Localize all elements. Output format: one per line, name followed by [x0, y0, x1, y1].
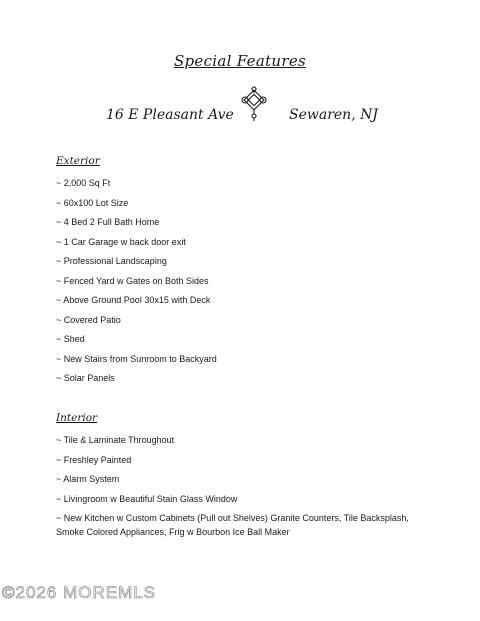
list-item: ~ Alarm System — [56, 474, 120, 484]
page-title: Special Features — [173, 52, 307, 70]
list-item: ~ 1 Car Garage w back door exit — [56, 236, 186, 247]
list-item: ~ New Kitchen w Custom Cabinets (Pull out Shelves) Granite Counters, Tile Backsplash, Smoke Colored Appliances, Frig w Bourbon Ice Ball Maker — [56, 513, 409, 537]
list-item: ~ 2,000 Sq Ft — [56, 178, 111, 188]
watermark: ©2026 MOREMLS — [2, 583, 157, 602]
exterior-list — [56, 174, 217, 389]
interior-heading: Interior — [56, 412, 98, 424]
list-item: ~ Freshley Painted — [56, 454, 132, 465]
address-city: Sewaren, NJ — [289, 107, 378, 123]
exterior-heading: Exterior — [56, 155, 100, 167]
list-item: ~ Tile & Laminate Throughout — [56, 435, 175, 445]
list-item: ~ 4 Bed 2 Full Bath Home — [56, 217, 160, 227]
celtic-knot-icon — [238, 86, 270, 122]
list-item: ~ Professional Landscaping — [56, 256, 167, 266]
interior-list — [56, 431, 426, 539]
address-street: 16 E Pleasant Ave — [106, 107, 234, 123]
list-item: ~ Covered Patio — [56, 314, 121, 325]
list-item: ~ Solar Panels — [56, 373, 115, 383]
list-item: ~ Shed — [56, 334, 85, 344]
list-item: ~ New Stairs from Sunroom to Backyard — [56, 353, 217, 364]
list-item: ~ 60x100 Lot Size — [56, 197, 129, 208]
list-item: ~ Above Ground Pool 30x15 with Deck — [56, 295, 211, 305]
list-item: ~ Fenced Yard w Gates on Both Sides — [56, 275, 209, 286]
list-item: ~ Livingroom w Beautiful Stain Glass Window — [56, 493, 238, 504]
